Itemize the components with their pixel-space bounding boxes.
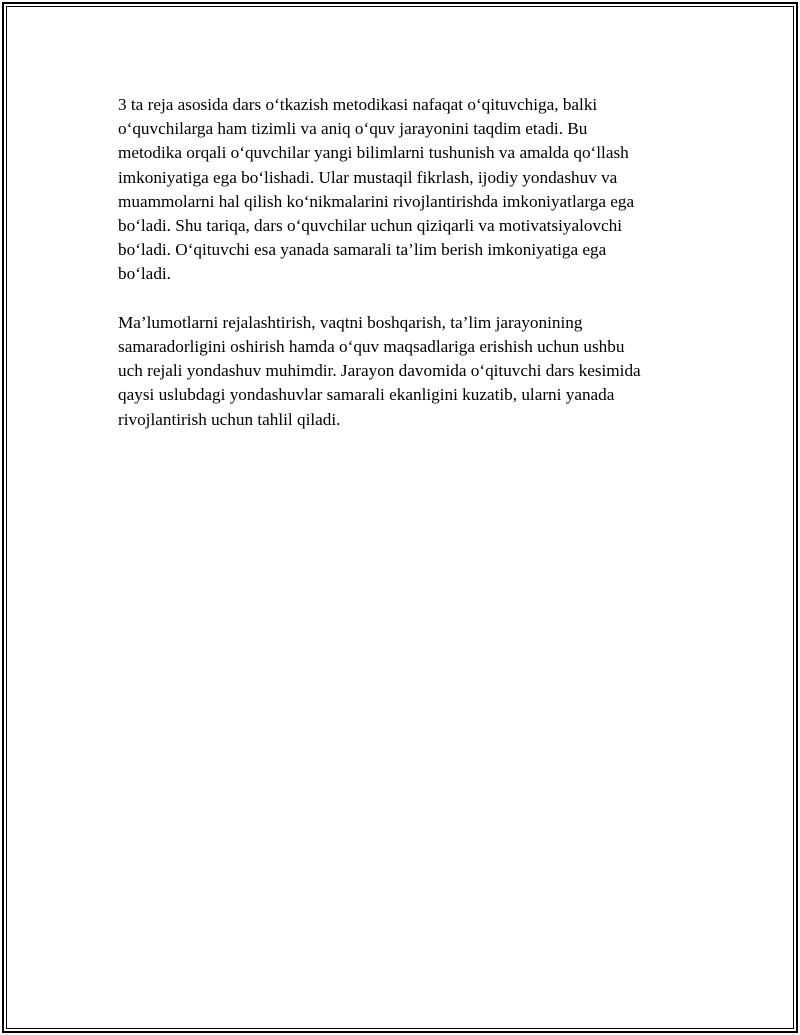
text-line: imkoniyatiga ega bo‘lishadi. Ular mustaqil fikrlash, ijodiy yondashuv va [118, 167, 618, 187]
text-line: bo‘ladi. Shu tariqa, dars o‘quvchilar uchun qiziqarli va motivatsiyalovchi [118, 216, 623, 236]
text-line: metodika orqali o‘quvchilar yangi bilimlarni tushunish va amalda qo‘llash [118, 143, 629, 163]
text-line: o‘quvchilarga ham tizimli va aniq o‘quv jarayonini taqdim etadi. Bu [118, 119, 588, 139]
text-line: 3 ta reja asosida dars o‘tkazish metodikasi nafaqat o‘qituvchiga, balki [118, 95, 598, 114]
text-line: bo‘ladi. O‘qituvchi esa yanada samarali ta’lim berish imkoniyatiga ega [118, 240, 607, 260]
text-line: samaradorligini oshirish hamda o‘quv maqsadlariga erishish uchun ushbu [118, 337, 625, 357]
document-body [118, 93, 678, 456]
text-line: Ma’lumotlarni rejalashtirish, vaqtni boshqarish, ta’lim jarayonining [118, 312, 583, 332]
paragraph-1 [118, 93, 678, 287]
text-line: bo‘ladi. [118, 264, 171, 284]
text-line: uch rejali yondashuv muhimdir. Jarayon davomida o‘qituvchi dars kesimida [118, 361, 641, 381]
text-line: muammolarni hal qilish ko‘nikmalarini rivojlantirishda imkoniyatlarga ega [118, 191, 635, 211]
text-line: qaysi uslubdagi yondashuvlar samarali ekanligini kuzatib, ularni yanada [118, 385, 615, 405]
text-line: rivojlantirish uchun tahlil qiladi. [118, 409, 341, 429]
paragraph-2 [118, 311, 678, 432]
